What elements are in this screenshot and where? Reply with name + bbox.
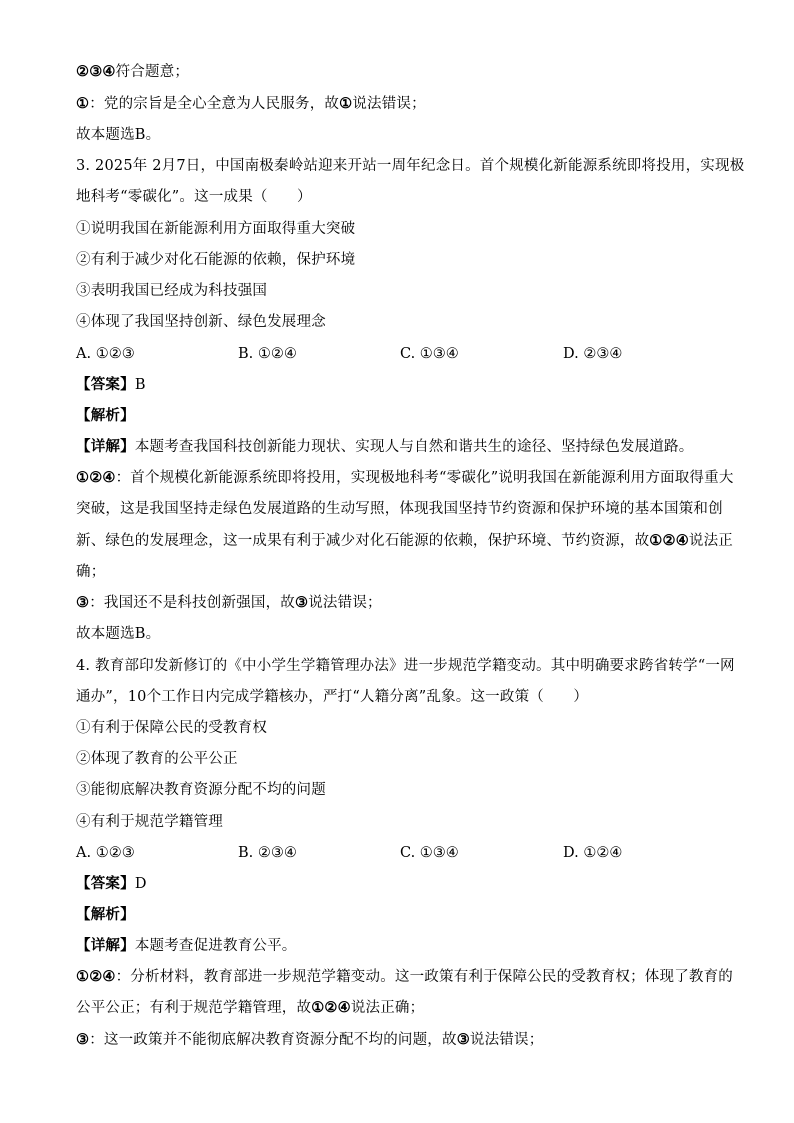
text-run: 地科考“零碳化”。这一成果（ ） [76, 189, 312, 205]
answer-option: B. ②③④ [238, 845, 297, 861]
text-run: ：分析材料，教育部进一步规范学籍变动。这一政策有利于保障公民的受教育权；体现了教育的 [115, 969, 734, 985]
text-run: ④体现了我国坚持创新、绿色发展理念 [76, 314, 326, 330]
text-line [76, 125, 160, 145]
text-line [76, 624, 160, 644]
text-line [76, 749, 238, 769]
text-line [76, 874, 147, 894]
text-line [76, 998, 424, 1018]
text-run: 说法错误； [469, 1032, 544, 1048]
text-line [76, 499, 723, 519]
text-line [76, 936, 297, 956]
text-run: ④有利于规范学籍管理 [76, 814, 223, 830]
text-line [76, 219, 355, 239]
text-line [76, 1030, 543, 1050]
text-run: B [134, 377, 146, 393]
answer-option: A. ①②③ [76, 845, 135, 861]
text-run: 说法正 [688, 533, 734, 549]
answer-option: B. ①②④ [238, 346, 297, 362]
text-run: ③能彻底解决教育资源分配不均的问题 [76, 782, 326, 798]
bold-text: 【解析】 [76, 407, 135, 424]
bold-text: ③ [76, 1031, 90, 1048]
bold-text: ①②④ [76, 968, 116, 985]
text-line [76, 905, 135, 925]
text-line [76, 281, 267, 301]
bold-text: 【详解】 [76, 438, 135, 455]
text-run: 本题考查促进教育公平。 [134, 938, 297, 954]
bold-text: ③ [295, 594, 309, 611]
bold-text: ①②④ [649, 532, 689, 549]
text-run: ：这一政策并不能彻底解决教育资源分配不均的问题，故 [89, 1032, 457, 1048]
text-run: 故本题选B。 [76, 127, 161, 143]
bold-text: ① [76, 95, 90, 112]
text-line [76, 593, 382, 613]
text-run: D [134, 876, 147, 892]
answer-option: C. ①③④ [400, 845, 459, 861]
text-line [76, 406, 135, 426]
text-run: 通办”，10个工作日内完成学籍核办，严打“人籍分离”乱象。这一政策（ ） [76, 689, 589, 705]
answer-option: A. ①②③ [76, 346, 135, 362]
bold-text: ① [339, 95, 353, 112]
bold-text: 【答案】 [76, 376, 135, 393]
answer-option: D. ①②④ [563, 845, 623, 861]
text-run: 公平公正；有利于规范学籍管理，故 [76, 1000, 312, 1016]
text-line [76, 62, 189, 82]
text-run: 4. 教育部印发新修订的《中小学生学籍管理办法》进一步规范学籍变动。其中明确要求跨省转学“一网 [76, 658, 735, 674]
text-line [76, 780, 326, 800]
text-line [76, 94, 426, 114]
text-run: ①说明我国在新能源利用方面取得重大突破 [76, 221, 356, 237]
text-line [76, 468, 734, 488]
bold-text: 【详解】 [76, 937, 135, 954]
answer-option: D. ②③④ [563, 346, 623, 362]
answer-option: C. ①③④ [400, 346, 459, 362]
text-line [76, 156, 744, 176]
text-line [76, 437, 693, 457]
text-run: 说法错误； [352, 96, 426, 112]
text-line [76, 718, 267, 738]
text-line [76, 562, 105, 582]
bold-text: ①②④ [311, 999, 351, 1016]
text-line [76, 967, 733, 987]
text-run: ：首个规模化新能源系统即将投用，实现极地科考“零碳化”说明我国在新能源利用方面取得重大 [115, 470, 734, 486]
bold-text: 【答案】 [76, 875, 135, 892]
text-run: 符合题意； [115, 64, 190, 80]
text-run: 3. 2025年 2月7日，中国南极秦岭站迎来开站一周年纪念日。首个规模化新能源系统即将投用，实现极 [76, 158, 745, 174]
text-run: ②体现了教育的公平公正 [76, 751, 238, 767]
bold-text: 【解析】 [76, 906, 135, 923]
text-run: 新、绿色的发展理念，这一成果有利于减少对化石能源的依赖，保护环境、节约资源，故 [76, 533, 650, 549]
bold-text: ③ [456, 1031, 470, 1048]
text-line [76, 375, 146, 395]
text-run: 说法正确； [350, 1000, 425, 1016]
text-run: 说法错误； [308, 595, 382, 611]
text-line [76, 187, 312, 207]
text-run: ：党的宗旨是全心全意为人民服务，故 [89, 96, 340, 112]
text-line [76, 312, 326, 332]
text-run: ①有利于保障公民的受教育权 [76, 720, 268, 736]
text-run: ③表明我国已经成为科技强国 [76, 283, 268, 299]
bold-text: ①②④ [76, 469, 116, 486]
bold-text: ③ [76, 594, 90, 611]
text-line [76, 812, 223, 832]
text-run: 本题考查我国科技创新能力现状、实现人与自然和谐共生的途径、坚持绿色发展道路。 [134, 439, 694, 455]
text-run: ②有利于减少对化石能源的依赖，保护环境 [76, 252, 356, 268]
text-line [76, 687, 588, 707]
text-line [76, 656, 735, 676]
bold-text: ②③④ [76, 63, 116, 80]
text-line [76, 531, 733, 551]
text-run: ：我国还不是科技创新强国，故 [89, 595, 296, 611]
text-run: 故本题选B。 [76, 626, 161, 642]
text-run: 确； [76, 564, 106, 580]
text-line [76, 250, 355, 270]
text-run: 突破，这是我国坚持走绿色发展道路的生动写照，体现我国坚持节约资源和保护环境的基本国策和创 [76, 501, 723, 517]
